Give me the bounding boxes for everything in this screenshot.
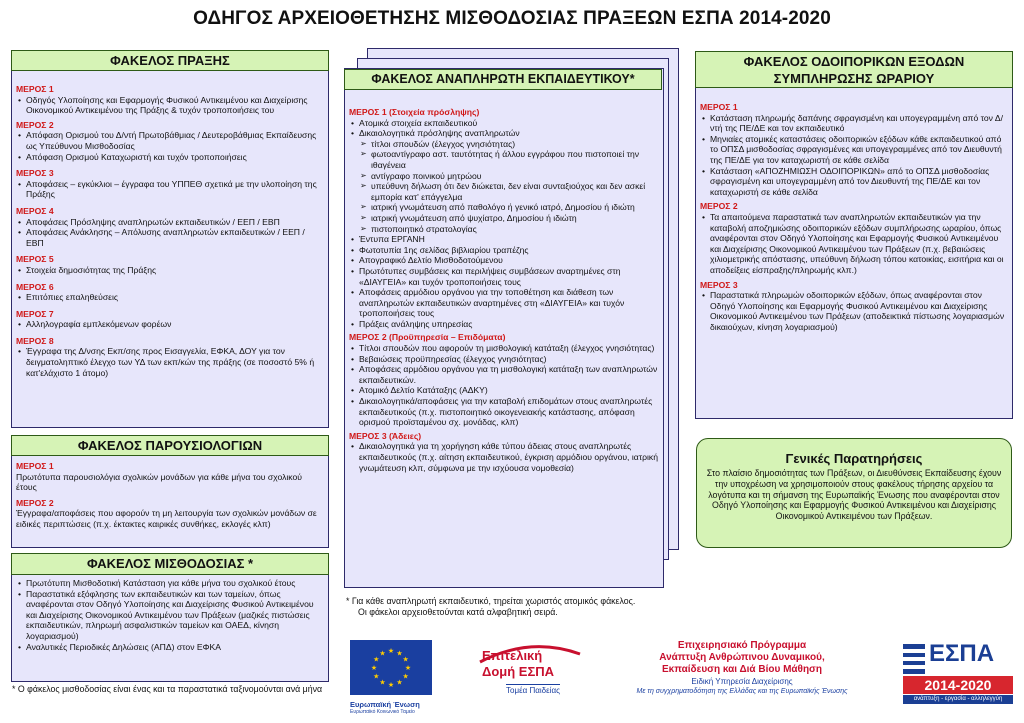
praxis-part-label: ΜΕΡΟΣ 2 bbox=[16, 119, 54, 130]
anaplirotis-note-line1: * Για κάθε αναπληρωτή εκπαιδευτικό, τηρείται χωριστός ατομικός φάκελος. bbox=[346, 596, 636, 606]
anaplirotis-part2-label: ΜΕΡΟΣ 2 (Προϋπηρεσία – Επιδόματα) bbox=[349, 332, 506, 343]
eu-star-icon: ★ bbox=[379, 679, 386, 687]
list-item: ➢ αντίγραφο ποινικού μητρώου bbox=[371, 171, 661, 182]
parousiologion-content bbox=[16, 459, 324, 530]
eu-star-icon: ★ bbox=[402, 673, 409, 681]
list-item: • Αποφάσεις Πρόσληψης αναπληρωτών εκπαιδευτικών / ΕΕΠ / ΕΒΠ bbox=[26, 217, 324, 228]
odoiporika-header-line1: ΦΑΚΕΛΟΣ ΟΔΟΙΠΟΡΙΚΩΝ ΕΞΟΔΩΝ bbox=[743, 54, 965, 69]
list-item: • Απογραφικό Δελτίο Μισθοδοτούμενου bbox=[359, 255, 661, 266]
odoiporika-content bbox=[700, 100, 1008, 332]
list-item: • Παραστατικά εξόφλησης των εκπαιδευτικών και των ταμείων, όπως αναφέρονται στον Οδηγό Υλοποίησης και Διαχείρισης Φυσικού Αντικειμένου και Διαχείρισης Οικονομικού Αντικειμένου των Πράξεων (μαζικές πιστώσεις εκπαιδευτικών, πληρωμή ασφαλιστικών ταμείων και ΟΑΕΔ, κίνηση λογαριασμού) bbox=[26, 589, 324, 642]
op-logo bbox=[612, 640, 872, 710]
eu-star-icon: ★ bbox=[404, 665, 412, 672]
op-line4: Ειδική Υπηρεσία Διαχείρισης bbox=[691, 677, 793, 686]
list-item: • Πρωτότυπη Μισθοδοτική Κατάσταση για κάθε μήνα του σχολικού έτους bbox=[26, 578, 324, 589]
espa-name: ΕΣΠΑ bbox=[929, 640, 995, 667]
list-item: • Φωτοτυπία 1ης σελίδας βιβλιαρίου τραπέζης bbox=[359, 245, 661, 256]
list-item: • Δικαιολογητικά για τη χορήγηση κάθε τύπου άδειας στους αναπληρωτές εκπαιδευτικούς (π.χ. αίτηση εκπαιδευτικού, έγκριση αρμόδιου οργάνου, ιατρική γνωμάτευση κλπ, σύμφωνα με την ισχύουσα νομοθεσία) bbox=[359, 441, 661, 473]
list-item: • Αναλυτικές Περιοδικές Δηλώσεις (ΑΠΔ) στον ΕΦΚΑ bbox=[26, 642, 324, 653]
eu-label: Ευρωπαϊκή Ένωση bbox=[350, 700, 420, 709]
anaplirotis-part3-label: ΜΕΡΟΣ 3 (Άδειες) bbox=[349, 430, 422, 441]
list-item: • Στοιχεία δημοσιότητας της Πράξης bbox=[26, 265, 324, 276]
eu-flag-icon bbox=[350, 640, 432, 695]
general-notes-title: Γενικές Παρατηρήσεις bbox=[785, 451, 923, 466]
page-title: ΟΔΗΓΟΣ ΑΡΧΕΙΟΘΕΤΗΣΗΣ ΜΙΣΘΟΔΟΣΙΑΣ ΠΡΑΞΕΩΝ ΕΣΠΑ 2014-2020 bbox=[193, 8, 831, 29]
list-item: ➢ πιστοποιητικό στρατολογίας bbox=[371, 224, 661, 235]
list-item: • Ατομικά στοιχεία εκπαιδευτικού bbox=[359, 118, 661, 129]
list-item: • Μηνιαίες ατομικές καταστάσεις οδοιπορικών εξόδων κάθε εκπαιδευτικού από το ΟΠΣΔ μισθοδοσίας σφραγισμένες και υπογεγραμμένες από τον Διευθυντή της ΠΕ/ΔΕ για τον καταχωριστή σε κάθε σελίδα bbox=[710, 134, 1008, 166]
parousiologion-part-label: ΜΕΡΟΣ 2 bbox=[16, 497, 54, 508]
list-item: ➢ φωτοαντίγραφο αστ. ταυτότητας ή άλλου εγγράφου που πιστοποιεί την ιθαγένεια bbox=[371, 149, 661, 170]
epitel-sub: Τομέα Παιδείας bbox=[506, 686, 560, 695]
list-item: • Τα απαιτούμενα παραστατικά των αναπληρωτών εκπαιδευτικών για την καταβολή αποζημιώσης οδοιπορικών εξόδων συμπλήρωσης ωραρίου, όπως αναφέρονται στον Οδηγό Υλοποίησης και Εφαρμογής Φυσικού Αντικειμένου και Διαχείρισης Οικονομικού Αντικειμένου των Πράξεων (π.χ. βεβαιώσεις χιλιομετρικής απόστασης, υπεύθυνη δήλωση τόπου κατοικίας, εισιτήρια και οι αποδείξεις είσπραξης/πληρωμής κλπ.) bbox=[710, 212, 1008, 276]
misthodosia-header: ΦΑΚΕΛΟΣ ΜΙΣΘΟΔΟΣΙΑΣ * bbox=[11, 553, 329, 575]
eu-logo bbox=[350, 640, 432, 715]
list-item: • Αποφάσεις αρμόδιου οργάνου για την τοποθέτηση και διάθεση των αναπληρωτών εκπαιδευτικών αναρτημένες στη «ΔΙΑΥΓΕΙΑ» και τυχόν τροποποιήσεις τους bbox=[359, 287, 661, 319]
eu-star-icon: ★ bbox=[379, 650, 386, 658]
praxis-part-label: ΜΕΡΟΣ 7 bbox=[16, 308, 54, 319]
praxis-part-label: ΜΕΡΟΣ 6 bbox=[16, 281, 54, 292]
general-notes-text: Στο πλαίσιο δημοσιότητας των Πράξεων, οι Διευθύνσεις Εκπαίδευσης έχουν την υποχρέωση να χρησιμοποιούν στους φακέλους τήρησης αρχείου τα λογότυπα και τη σήμανση της Ευρωπαϊκής Ένωσης που αναφέρονται στον Οδηγό Υλοποίησης και Εφαρμογής Φυσικού Αντικειμένου και Διαχείρισης Οικονομικού Αντικειμένου των Πράξεων. bbox=[706, 468, 1002, 522]
list-item: • Παραστατικά πληρωμών οδοιπορικών εξόδων, όπως αναφέρονται στον Οδηγό Υλοποίησης και Εφαρμογής Φυσικού Αντικειμένου και Διαχείρισης Οικονομικού Αντικειμένου των Πράξεων (αποδεικτικά πίστωσης λογαριασμών δικαιούχων, κίνηση λογαριασμού) bbox=[710, 290, 1008, 332]
list-item: • Κατάσταση «ΑΠΟΖΗΜΙΩΣΗ ΟΔΟΙΠΟΡΙΚΩΝ» από το ΟΠΣΔ μισθοδοσίας σφραγισμένη και υπογεγραμμένη από τον Διευθυντή της ΠΕ/ΔΕ και τον καταχωριστή σε κάθε σελίδα bbox=[710, 166, 1008, 198]
odoiporika-part-label: ΜΕΡΟΣ 1 bbox=[700, 102, 738, 112]
eu-sub: Ευρωπαϊκό Κοινωνικό Ταμείο bbox=[350, 709, 415, 715]
list-item: • Έντυπα ΕΡΓΑΝΗ bbox=[359, 234, 661, 245]
espa-slogan: ανάπτυξη - εργασία - αλληλεγγύη bbox=[903, 695, 1013, 704]
anaplirotis-header: ΦΑΚΕΛΟΣ ΑΝΑΠΛΗΡΩΤΗ ΕΚΠΑΙΔΕΥΤΙΚΟΥ* bbox=[344, 69, 662, 90]
list-item: • Βεβαιώσεις προϋπηρεσίας (έλεγχος γνησιότητας) bbox=[359, 354, 661, 365]
eu-star-icon: ★ bbox=[387, 682, 395, 689]
anaplirotis-content bbox=[349, 105, 661, 473]
misthodosia-note: * Ο φάκελος μισθοδοσίας είναι ένας και τα παραστατικά ταξινομούνται ανά μήνα bbox=[12, 684, 323, 694]
general-notes-panel bbox=[696, 438, 1012, 548]
epitel-line1: Επιτελική bbox=[482, 648, 543, 663]
list-item: • Απόφαση Ορισμού του Δ/ντή Πρωτοβάθμιας / Δευτεροβάθμιας Εκπαίδευσης ως Υπεύθυνου Μισθοδοσίας bbox=[26, 130, 324, 151]
parousiologion-text: Πρωτότυπα παρουσιολόγια σχολικών μονάδων για κάθε μήνα του σχολικού έτους bbox=[16, 471, 302, 493]
list-item: • Έγγραφα της Δ/νσης Εκπ/σης προς Εισαγγελία, ΕΦΚΑ, ΔΟΥ για τον δειγματοληπτικό έλεγχο των ΥΔ των εκπ/κών της πράξης (σε ποσοστό 5% ή κατ'ελάχιστο 1 άτομο) bbox=[26, 346, 324, 378]
praxis-part-label: ΜΕΡΟΣ 3 bbox=[16, 168, 54, 179]
list-item: • Δικαιολογητικά πρόσληψης αναπληρωτών bbox=[359, 128, 661, 139]
list-item: • Αποφάσεις – εγκύκλιοι – έγγραφα του ΥΠΠΕΘ σχετικά με την υλοποίηση της Πράξης bbox=[26, 179, 324, 200]
list-item: • Ατομικό Δελτίο Κατάταξης (ΑΔΚΥ) bbox=[359, 385, 661, 396]
list-item: • Τίτλοι σπουδών που αφορούν τη μισθολογική κατάταξη (έλεγχος γνησιότητας) bbox=[359, 343, 661, 354]
list-item: • Επιτόπιες επαληθεύσεις bbox=[26, 292, 324, 303]
eu-star-icon: ★ bbox=[387, 648, 395, 655]
list-item: • Πράξεις ανάληψης υπηρεσίας bbox=[359, 319, 661, 330]
list-item: • Πρωτότυπες συμβάσεις και περιλήψεις συμβάσεων αναρτημένες στη «ΔΙΑΥΓΕΙΑ» και τυχόν τροποποιήσεις τους bbox=[359, 266, 661, 287]
list-item: ➢ υπεύθυνη δήλωση ότι δεν διώκεται, δεν είναι συνταξιούχος και δεν ασκεί εμπορία κατ' επάγγελμα bbox=[371, 181, 661, 202]
odoiporika-header bbox=[695, 51, 1013, 88]
epitel-line2: Δομή ΕΣΠΑ bbox=[482, 664, 555, 679]
epitel-logo bbox=[470, 640, 590, 708]
list-item: • Οδηγός Υλοποίησης και Εφαρμογής Φυσικού Αντικειμένου και Διαχείρισης Οικονομικού Αντικειμένου της Πράξης & τυχόν τροποποιήσεις του bbox=[26, 95, 324, 116]
espa-years: 2014-2020 bbox=[903, 676, 1013, 694]
praxis-header: ΦΑΚΕΛΟΣ ΠΡΑΞΗΣ bbox=[11, 50, 329, 71]
espa-logo bbox=[903, 640, 1013, 712]
parousiologion-text: Έγγραφα/αποφάσεις που αφορούν τη μη λειτουργία των σχολικών μονάδων σε ειδικές περιπτώσεις (π.χ. έκτακτες καιρικές συνθήκες, εκλογές κλπ) bbox=[16, 508, 317, 529]
praxis-part-label: ΜΕΡΟΣ 1 bbox=[16, 84, 54, 94]
list-item: • Αλληλογραφία εμπλεκόμενων φορέων bbox=[26, 319, 324, 330]
praxis-content bbox=[16, 82, 324, 378]
list-item: • Αποφάσεις αρμόδιου οργάνου για τη μισθολογική κατάταξη των αναπληρωτών εκπαιδευτικών. bbox=[359, 364, 661, 385]
praxis-part-label: ΜΕΡΟΣ 5 bbox=[16, 254, 54, 265]
list-item: • Απόφαση Ορισμού Καταχωριστή και τυχόν τροποποιήσεις bbox=[26, 152, 324, 163]
op-line1: Επιχειρησιακό Πρόγραμμα bbox=[677, 640, 807, 651]
anaplirotis-note bbox=[346, 596, 676, 618]
op-line2: Ανάπτυξη Ανθρώπινου Δυναμικού, bbox=[659, 652, 825, 663]
eu-star-icon: ★ bbox=[370, 665, 378, 672]
op-line3: Εκπαίδευση και Διά Βίου Μάθηση bbox=[661, 664, 823, 675]
praxis-part-label: ΜΕΡΟΣ 4 bbox=[16, 205, 54, 216]
op-line5: Με τη συγχρηματοδότηση της Ελλάδας και της Ευρωπαϊκής Ένωσης bbox=[636, 688, 848, 695]
espa-flag-icon bbox=[903, 644, 925, 674]
eu-star-icon: ★ bbox=[396, 679, 403, 687]
list-item: • Δικαιολογητικά/αποφάσεις για την καταβολή επιδομάτων στους αναπληρωτές εκπαιδευτικούς (π.χ. πιστοποιητικό οικογενειακής κατάστασης, απόφαση ορισμού προϊσταμένου σχ. μονάδας, κλπ) bbox=[359, 396, 661, 428]
odoiporika-part-label: ΜΕΡΟΣ 2 bbox=[700, 201, 738, 212]
eu-star-icon: ★ bbox=[396, 650, 403, 658]
eu-star-icon: ★ bbox=[373, 673, 380, 681]
anaplirotis-part1-label: ΜΕΡΟΣ 1 (Στοιχεία πρόσληψης) bbox=[349, 107, 480, 117]
anaplirotis-note-line2: Οι φάκελοι αρχειοθετούνται κατά αλφαβητική σειρά. bbox=[358, 607, 558, 617]
parousiologion-header: ΦΑΚΕΛΟΣ ΠΑΡΟΥΣΙΟΛΟΓΙΩΝ bbox=[11, 435, 329, 456]
praxis-part-label: ΜΕΡΟΣ 8 bbox=[16, 335, 54, 346]
misthodosia-content bbox=[16, 578, 324, 652]
list-item: • Αποφάσεις Ανάκλησης – Απόλυσης αναπληρωτών εκπαιδευτικών / ΕΕΠ / ΕΒΠ bbox=[26, 227, 324, 248]
eu-star-icon: ★ bbox=[402, 656, 409, 664]
list-item: ➢ τίτλοι σπουδών (έλεγχος γνησιότητας) bbox=[371, 139, 661, 150]
eu-star-icon: ★ bbox=[373, 656, 380, 664]
odoiporika-part-label: ΜΕΡΟΣ 3 bbox=[700, 279, 738, 290]
list-item: ➢ ιατρική γνωμάτευση από ψυχίατρο, Δημοσίου ή ιδιώτη bbox=[371, 213, 661, 224]
parousiologion-part-label: ΜΕΡΟΣ 1 bbox=[16, 461, 54, 471]
odoiporika-header-line2: ΣΥΜΠΛΗΡΩΣΗΣ ΩΡΑΡΙΟΥ bbox=[773, 71, 935, 86]
list-item: • Κατάσταση πληρωμής δαπάνης σφραγισμένη και υπογεγραμμένη από τον Δ/ντή της ΠΕ/ΔΕ και τον εκπαιδευτικό bbox=[710, 113, 1008, 134]
list-item: ➢ ιατρική γνωμάτευση από παθολόγο ή γενικό ιατρό, Δημοσίου ή ιδιώτη bbox=[371, 202, 661, 213]
